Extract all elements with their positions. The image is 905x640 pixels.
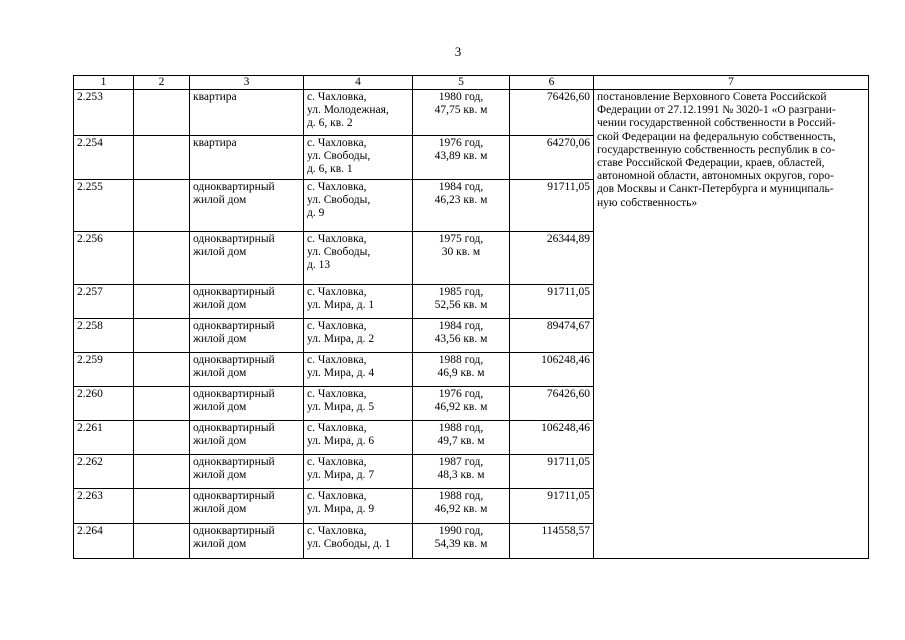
property-type-cell-line: жилой дом <box>193 367 247 379</box>
property-type-cell <box>190 136 304 180</box>
column-2-cell <box>134 232 190 285</box>
row-number-cell: 2.255 <box>74 180 134 232</box>
column-2-cell <box>134 319 190 353</box>
year-area-cell-line: 1987 год, <box>438 456 484 468</box>
year-area-cell-line: 43,89 кв. м <box>434 150 488 162</box>
value-cell: 89474,67 <box>510 319 594 353</box>
legal-basis-cell-line: ную собственность» <box>597 196 698 209</box>
legal-basis-cell <box>594 90 869 559</box>
year-area-cell-line: 52,56 кв. м <box>434 299 488 311</box>
year-area-cell-line: 46,92 кв. м <box>434 503 488 515</box>
address-cell-line: ул. Мира, д. 9 <box>307 503 375 515</box>
address-cell-line: ул. Молодежная, <box>307 104 389 116</box>
address-cell <box>304 387 413 421</box>
address-cell-line: с. Чахловка, <box>307 91 367 103</box>
year-area-cell-line: 1975 год, <box>438 233 484 245</box>
year-area-cell-line: 54,39 кв. м <box>434 538 488 550</box>
row-number-cell: 2.259 <box>74 353 134 387</box>
column-header-7: 7 <box>594 76 869 90</box>
property-type-cell-line: жилой дом <box>193 469 247 481</box>
legal-basis-cell-line: автономной области, автономных округов, горо- <box>597 170 834 183</box>
address-cell-line: с. Чахловка, <box>307 525 367 537</box>
address-cell <box>304 524 413 559</box>
property-type-cell-line: жилой дом <box>193 194 247 206</box>
year-area-cell <box>413 421 510 455</box>
value-cell: 91711,05 <box>510 285 594 319</box>
column-header-2: 2 <box>134 76 190 90</box>
address-cell-line: д. 6, кв. 1 <box>307 163 353 175</box>
property-type-cell-line: одноквартирный <box>193 320 275 332</box>
address-cell-line: ул. Мира, д. 4 <box>307 367 375 379</box>
value-cell: 91711,05 <box>510 489 594 524</box>
year-area-cell <box>413 455 510 489</box>
column-header-4: 4 <box>304 76 413 90</box>
address-cell-line: д. 6, кв. 2 <box>307 117 353 129</box>
property-type-cell-line: квартира <box>193 91 237 103</box>
row-number-cell: 2.263 <box>74 489 134 524</box>
property-type-cell-line: жилой дом <box>193 299 247 311</box>
year-area-cell <box>413 489 510 524</box>
address-cell-line: с. Чахловка, <box>307 354 367 366</box>
property-type-cell-line: одноквартирный <box>193 286 275 298</box>
year-area-cell-line: 1988 год, <box>438 490 484 502</box>
property-type-cell-line: одноквартирный <box>193 388 275 400</box>
property-type-cell <box>190 489 304 524</box>
address-cell <box>304 353 413 387</box>
year-area-cell-line: 1988 год, <box>438 354 484 366</box>
column-2-cell <box>134 90 190 136</box>
address-cell-line: с. Чахловка, <box>307 456 367 468</box>
year-area-cell-line: 48,3 кв. м <box>437 469 485 481</box>
property-type-cell <box>190 455 304 489</box>
year-area-cell-line: 1988 год, <box>438 422 484 434</box>
property-type-cell <box>190 421 304 455</box>
header-row <box>74 76 869 90</box>
column-2-cell <box>134 489 190 524</box>
column-2-cell <box>134 353 190 387</box>
address-cell <box>304 136 413 180</box>
row-number-cell: 2.261 <box>74 421 134 455</box>
year-area-cell-line: 1984 год, <box>438 181 484 193</box>
property-type-cell-line: жилой дом <box>193 538 247 550</box>
year-area-cell <box>413 90 510 136</box>
property-type-cell <box>190 285 304 319</box>
property-type-cell-line: одноквартирный <box>193 456 275 468</box>
legal-basis-cell-line: чении государственной собственности в Россий- <box>597 117 836 130</box>
year-area-cell-line: 1976 год, <box>438 137 484 149</box>
address-cell <box>304 232 413 285</box>
year-area-cell-line: 1980 год, <box>438 91 484 103</box>
column-2-cell <box>134 285 190 319</box>
year-area-cell <box>413 319 510 353</box>
column-2-cell <box>134 421 190 455</box>
year-area-cell <box>413 232 510 285</box>
year-area-cell <box>413 136 510 180</box>
column-2-cell <box>134 524 190 559</box>
property-type-cell <box>190 90 304 136</box>
year-area-cell-line: 1976 год, <box>438 388 484 400</box>
property-type-cell-line: жилой дом <box>193 401 247 413</box>
address-cell <box>304 421 413 455</box>
year-area-cell-line: 1985 год, <box>438 286 484 298</box>
year-area-cell <box>413 353 510 387</box>
legal-basis-cell-line: Федерации от 27.12.1991 № 3020-1 «О разграни- <box>597 104 836 117</box>
address-cell-line: с. Чахловка, <box>307 490 367 502</box>
column-2-cell <box>134 387 190 421</box>
column-2-cell <box>134 455 190 489</box>
year-area-cell <box>413 180 510 232</box>
legal-basis-cell-line: государственную собственность республик в со- <box>597 143 836 156</box>
address-cell <box>304 489 413 524</box>
property-type-cell-line: одноквартирный <box>193 354 275 366</box>
address-cell-line: с. Чахловка, <box>307 181 367 193</box>
legal-basis-cell-line: ской Федерации на федеральную собственность, <box>597 130 836 143</box>
address-cell-line: с. Чахловка, <box>307 137 367 149</box>
year-area-cell-line: 47,75 кв. м <box>434 104 488 116</box>
row-number-cell: 2.254 <box>74 136 134 180</box>
row-number-cell: 2.264 <box>74 524 134 559</box>
column-header-6: 6 <box>510 76 594 90</box>
year-area-cell <box>413 387 510 421</box>
value-cell: 64270,06 <box>510 136 594 180</box>
year-area-cell-line: 30 кв. м <box>441 246 481 258</box>
value-cell: 106248,46 <box>510 421 594 455</box>
property-type-cell-line: квартира <box>193 137 237 149</box>
address-cell-line: с. Чахловка, <box>307 422 367 434</box>
address-cell-line: ул. Мира, д. 2 <box>307 333 375 345</box>
value-cell: 26344,89 <box>510 232 594 285</box>
column-2-cell <box>134 136 190 180</box>
property-type-cell-line: одноквартирный <box>193 181 275 193</box>
address-cell <box>304 319 413 353</box>
address-cell-line: с. Чахловка, <box>307 286 367 298</box>
row-number-cell: 2.256 <box>74 232 134 285</box>
address-cell <box>304 455 413 489</box>
address-cell-line: с. Чахловка, <box>307 233 367 245</box>
value-cell: 76426,60 <box>510 90 594 136</box>
legal-basis-cell-line: ставе Российской Федерации, краев, областей, <box>597 157 825 170</box>
address-cell <box>304 180 413 232</box>
property-type-cell <box>190 319 304 353</box>
address-cell-line: д. 13 <box>307 259 331 271</box>
property-type-cell-line: жилой дом <box>193 435 247 447</box>
year-area-cell-line: 46,92 кв. м <box>434 401 488 413</box>
row-number-cell: 2.262 <box>74 455 134 489</box>
legal-basis-cell-line: постановление Верховного Совета Российской <box>597 91 827 103</box>
year-area-cell <box>413 524 510 559</box>
address-cell-line: д. 9 <box>307 207 325 219</box>
column-header-5: 5 <box>413 76 510 90</box>
row-number-cell: 2.260 <box>74 387 134 421</box>
property-type-cell-line: одноквартирный <box>193 422 275 434</box>
column-2-cell <box>134 180 190 232</box>
address-cell-line: ул. Мира, д. 5 <box>307 401 375 413</box>
property-type-cell-line: одноквартирный <box>193 525 275 537</box>
year-area-cell <box>413 285 510 319</box>
year-area-cell-line: 1984 год, <box>438 320 484 332</box>
address-cell-line: с. Чахловка, <box>307 388 367 400</box>
address-cell-line: ул. Мира, д. 7 <box>307 469 375 481</box>
value-cell: 91711,05 <box>510 180 594 232</box>
property-type-cell-line: одноквартирный <box>193 490 275 502</box>
address-cell <box>304 90 413 136</box>
property-type-cell <box>190 232 304 285</box>
table-body <box>74 90 869 559</box>
address-cell-line: ул. Свободы, <box>307 246 371 258</box>
property-type-cell <box>190 387 304 421</box>
page-number: 3 <box>454 44 462 59</box>
value-cell: 91711,05 <box>510 455 594 489</box>
address-cell-line: ул. Мира, д. 6 <box>307 435 375 447</box>
property-type-cell-line: одноквартирный <box>193 233 275 245</box>
value-cell: 106248,46 <box>510 353 594 387</box>
value-cell: 76426,60 <box>510 387 594 421</box>
property-type-cell <box>190 353 304 387</box>
property-type-cell-line: жилой дом <box>193 246 247 258</box>
year-area-cell-line: 49,7 кв. м <box>437 435 485 447</box>
row-number-cell: 2.257 <box>74 285 134 319</box>
address-cell <box>304 285 413 319</box>
year-area-cell-line: 1990 год, <box>438 525 484 537</box>
year-area-cell-line: 46,23 кв. м <box>434 194 488 206</box>
legal-basis-cell-line: дов Москвы и Санкт-Петербурга и муниципаль- <box>597 183 834 196</box>
row-number-cell: 2.258 <box>74 319 134 353</box>
property-type-cell-line: жилой дом <box>193 503 247 515</box>
property-type-cell <box>190 180 304 232</box>
address-cell-line: ул. Мира, д. 1 <box>307 299 375 311</box>
address-cell-line: с. Чахловка, <box>307 320 367 332</box>
address-cell-line: ул. Свободы, д. 1 <box>307 538 391 550</box>
year-area-cell-line: 46,9 кв. м <box>437 367 485 379</box>
value-cell: 114558,57 <box>510 524 594 559</box>
column-header-3: 3 <box>190 76 304 90</box>
address-cell-line: ул. Свободы, <box>307 150 371 162</box>
property-type-cell-line: жилой дом <box>193 333 247 345</box>
column-header-1: 1 <box>74 76 134 90</box>
property-registry-table <box>73 75 869 559</box>
year-area-cell-line: 43,56 кв. м <box>434 333 488 345</box>
table-row <box>74 90 869 136</box>
row-number-cell: 2.253 <box>74 90 134 136</box>
address-cell-line: ул. Свободы, <box>307 194 371 206</box>
property-type-cell <box>190 524 304 559</box>
